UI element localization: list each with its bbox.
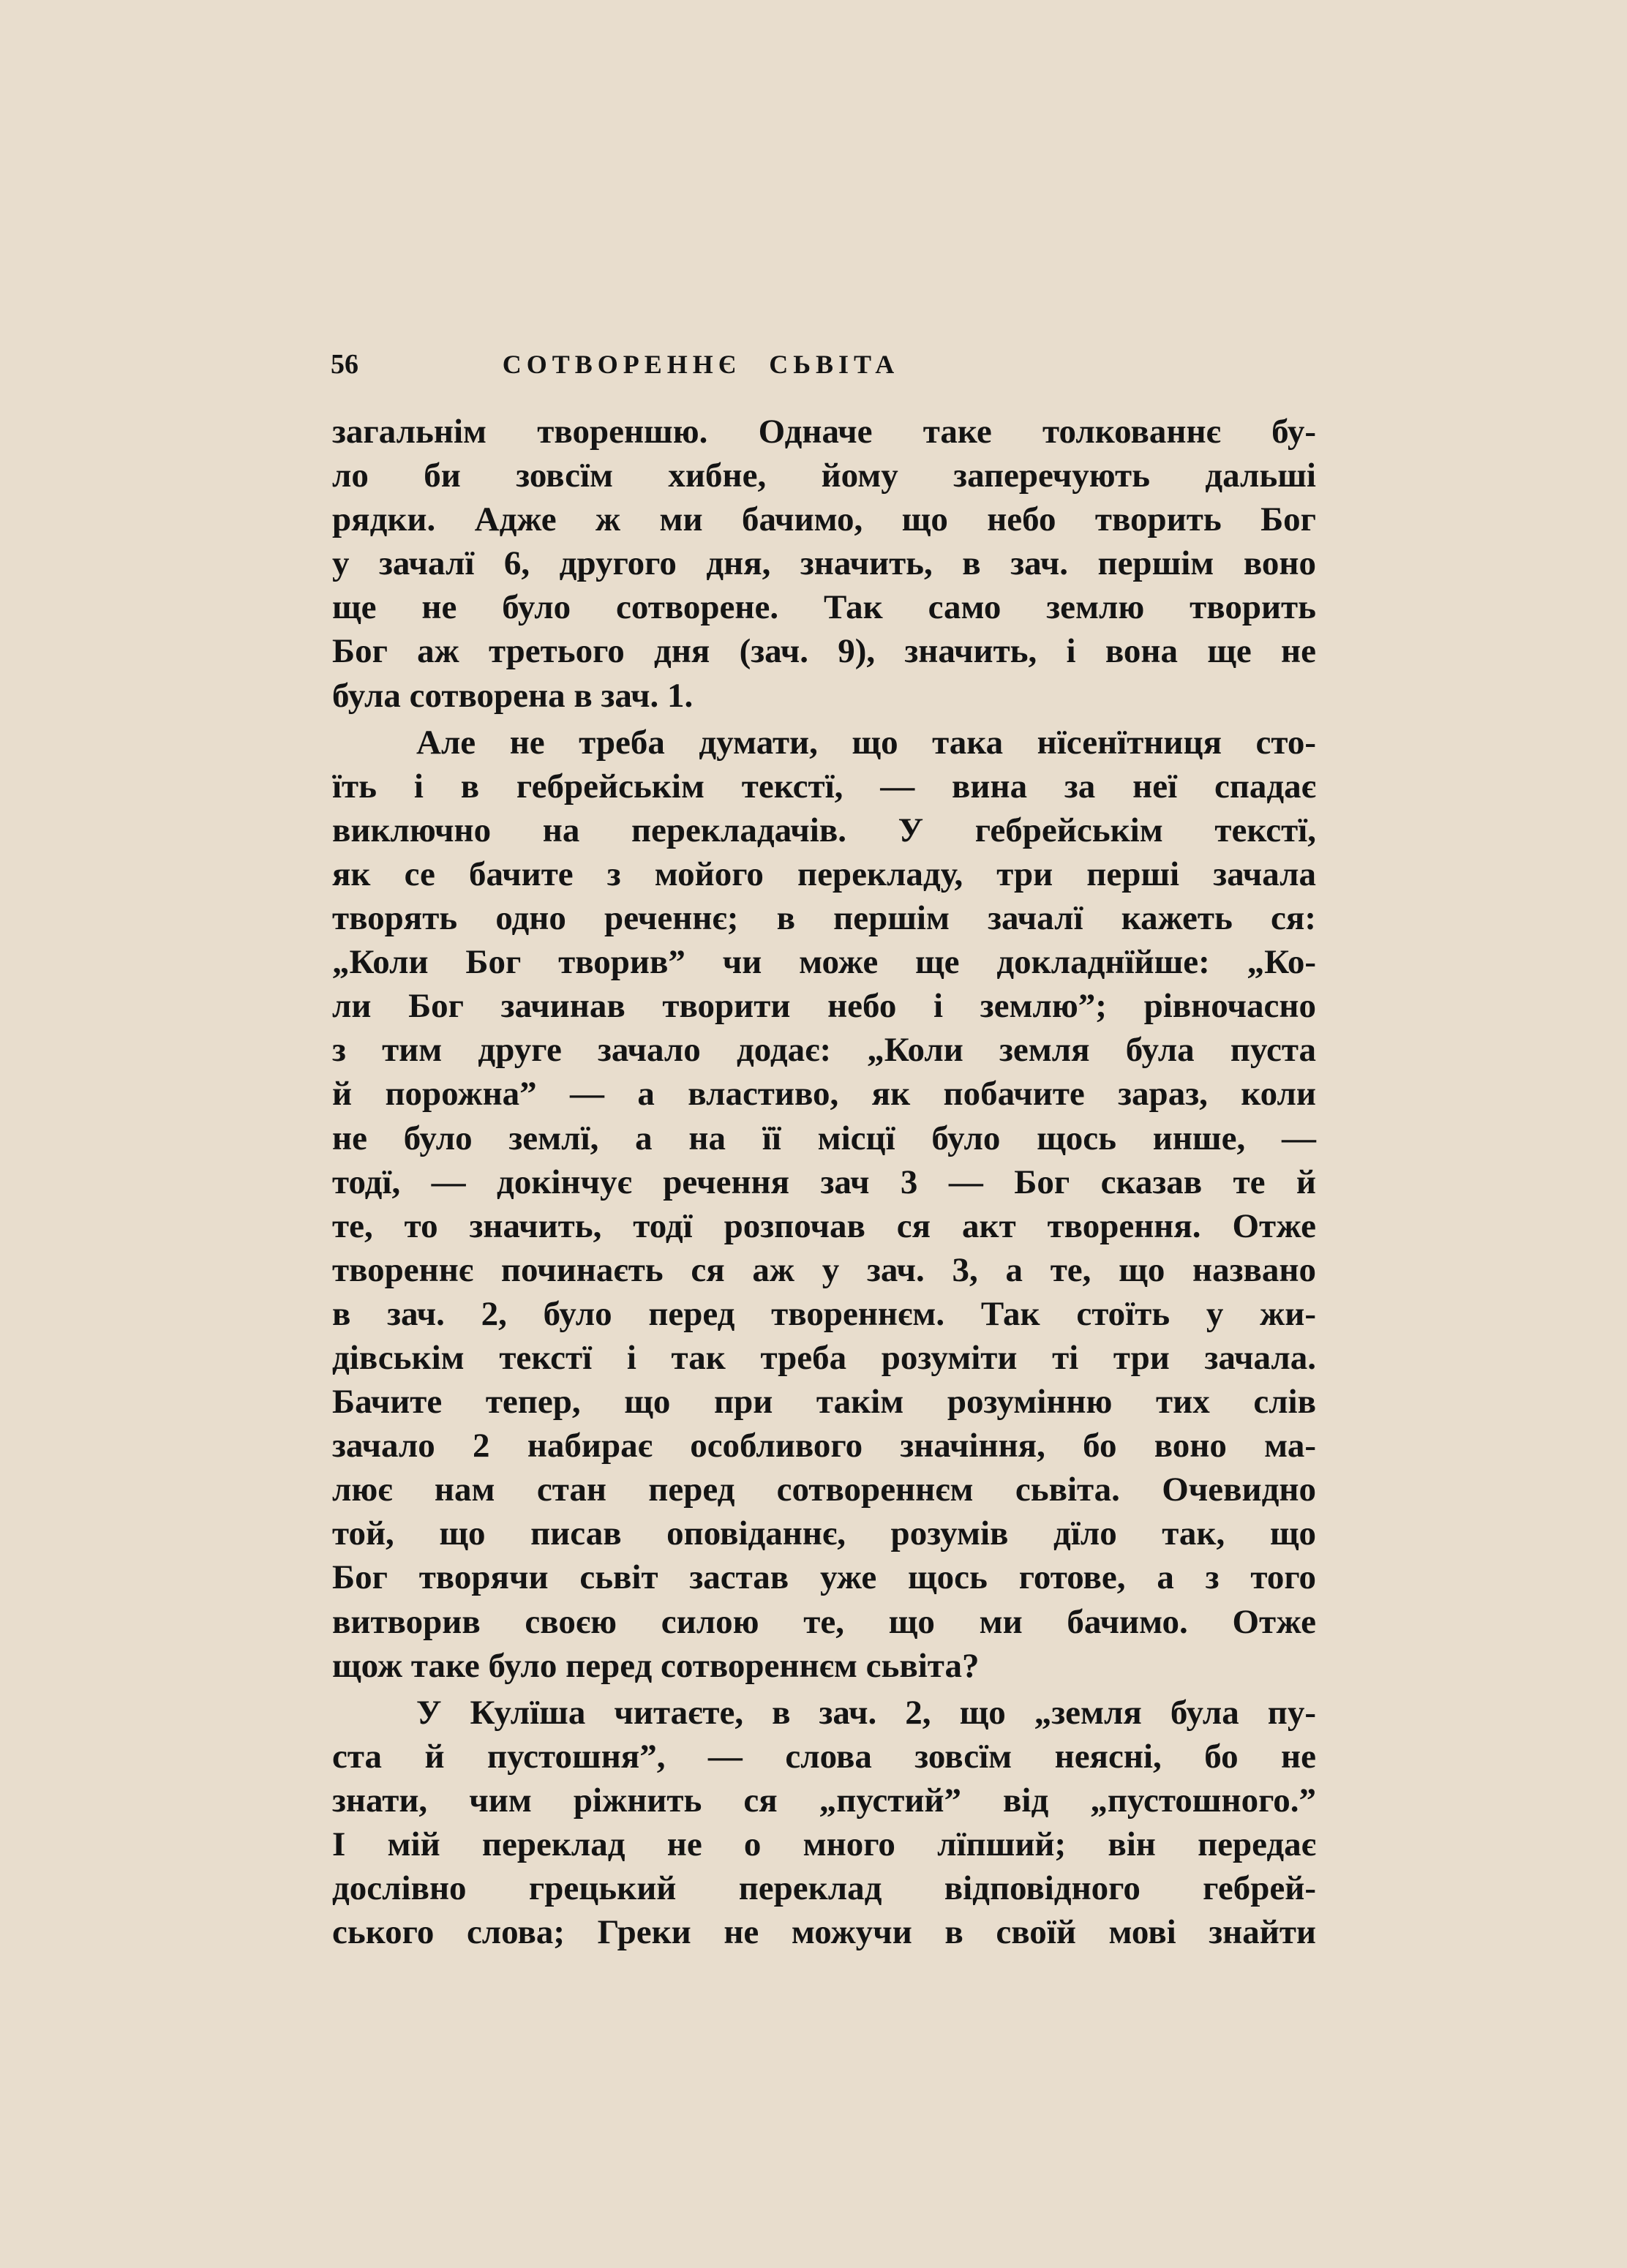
paragraph [332, 410, 1316, 718]
text-line: той, що писав оповіданнє, розумів дїло так, що [332, 1514, 1316, 1553]
paragraph [332, 1691, 1316, 1955]
text-line: Бог аж третього дня (зач. 9), значить, і вона ще не [332, 632, 1316, 671]
text-line: як се бачите з мойого перекладу, три перші зачала [332, 855, 1316, 893]
text-line: рядки. Адже ж ми бачимо, що небо творить Бог [332, 500, 1316, 539]
page-number: 56 [331, 349, 358, 380]
text-line: витворив своєю силою те, що ми бачимо. Отже [332, 1602, 1316, 1641]
text-line: зачало 2 набирає особливого значіння, бо воно ма- [332, 1427, 1316, 1465]
text-line: дівськім текстї і так треба розуміти ті три зачала. [332, 1338, 1316, 1377]
text-line: тодї, — докінчує речення зач 3 — Бог сказав те й [332, 1163, 1316, 1201]
running-title: СОТВОРЕННЄ СЬВІТА [502, 350, 900, 379]
text-line: була сотворена в зач. 1. [332, 676, 694, 715]
paragraph [332, 721, 1316, 1688]
text-line: творять одно реченнє; в першім зачалї кажеть ся: [332, 899, 1316, 938]
text-line: дослівно грецький переклад відповідного гебрей- [332, 1869, 1316, 1908]
text-line: І мій переклад не о много лїпший; він передає [332, 1825, 1316, 1863]
text-line: ще не було сотворене. Так само землю творить [332, 588, 1316, 627]
text-body [332, 410, 1316, 1954]
text-line: виключно на перекладачів. У гебрейськім текстї, [332, 811, 1316, 849]
text-line: ли Бог зачинав творити небо і землю”; рівночасно [332, 987, 1316, 1026]
text-line: „Коли Бог творив” чи може ще докладнїйше: „Ко- [332, 943, 1316, 982]
text-line: щож таке було перед сотвореннєм сьвіта? [332, 1646, 980, 1685]
text-line: з тим друге зачало додає: „Коли земля була пуста [332, 1031, 1316, 1070]
page-header [331, 342, 1071, 386]
text-line: й порожна” — а властиво, як побачите зараз, коли [332, 1075, 1316, 1114]
text-line: їть і в гебрейськім текстї, — вина за неї спадає [332, 767, 1316, 806]
text-line: Бог творячи сьвіт застав уже щось готове, а з того [332, 1558, 1316, 1597]
text-line: у зачалї 6, другого дня, значить, в зач. першім воно [332, 544, 1316, 583]
text-line: те, то значить, тодї розпочав ся акт творення. Отже [332, 1206, 1316, 1245]
text-line: ського слова; Греки не можучи в своїй мові знайти [332, 1913, 1316, 1952]
text-line: загальнім твореншю. Одначе таке толкованнє бу- [332, 413, 1316, 451]
text-line: не було землї, а на її місцї було щось инше, — [332, 1119, 1316, 1157]
text-line: знати, чим ріжнить ся „пустий” від „пустошного.” [332, 1781, 1316, 1820]
text-line: твореннє починаєть ся аж у зач. 3, а те, що названо [332, 1250, 1316, 1289]
text-line: лює нам стан перед сотвореннєм сьвіта. Очевидно [332, 1471, 1316, 1509]
text-line: Але не треба думати, що така нїсенїтниця сто- [416, 723, 1316, 762]
text-line: У Кулїша читаєте, в зач. 2, що „земля була пу- [416, 1693, 1316, 1732]
text-line: ста й пустошня”, — слова зовсїм неясні, бо не [332, 1737, 1316, 1776]
text-line: Бачите тепер, що при такім розумінню тих слів [332, 1383, 1316, 1422]
text-line: в зач. 2, було перед твореннєм. Так стоїть у жи- [332, 1294, 1316, 1333]
text-line: ло би зовсїм хибне, йому заперечують дальші [332, 457, 1316, 495]
